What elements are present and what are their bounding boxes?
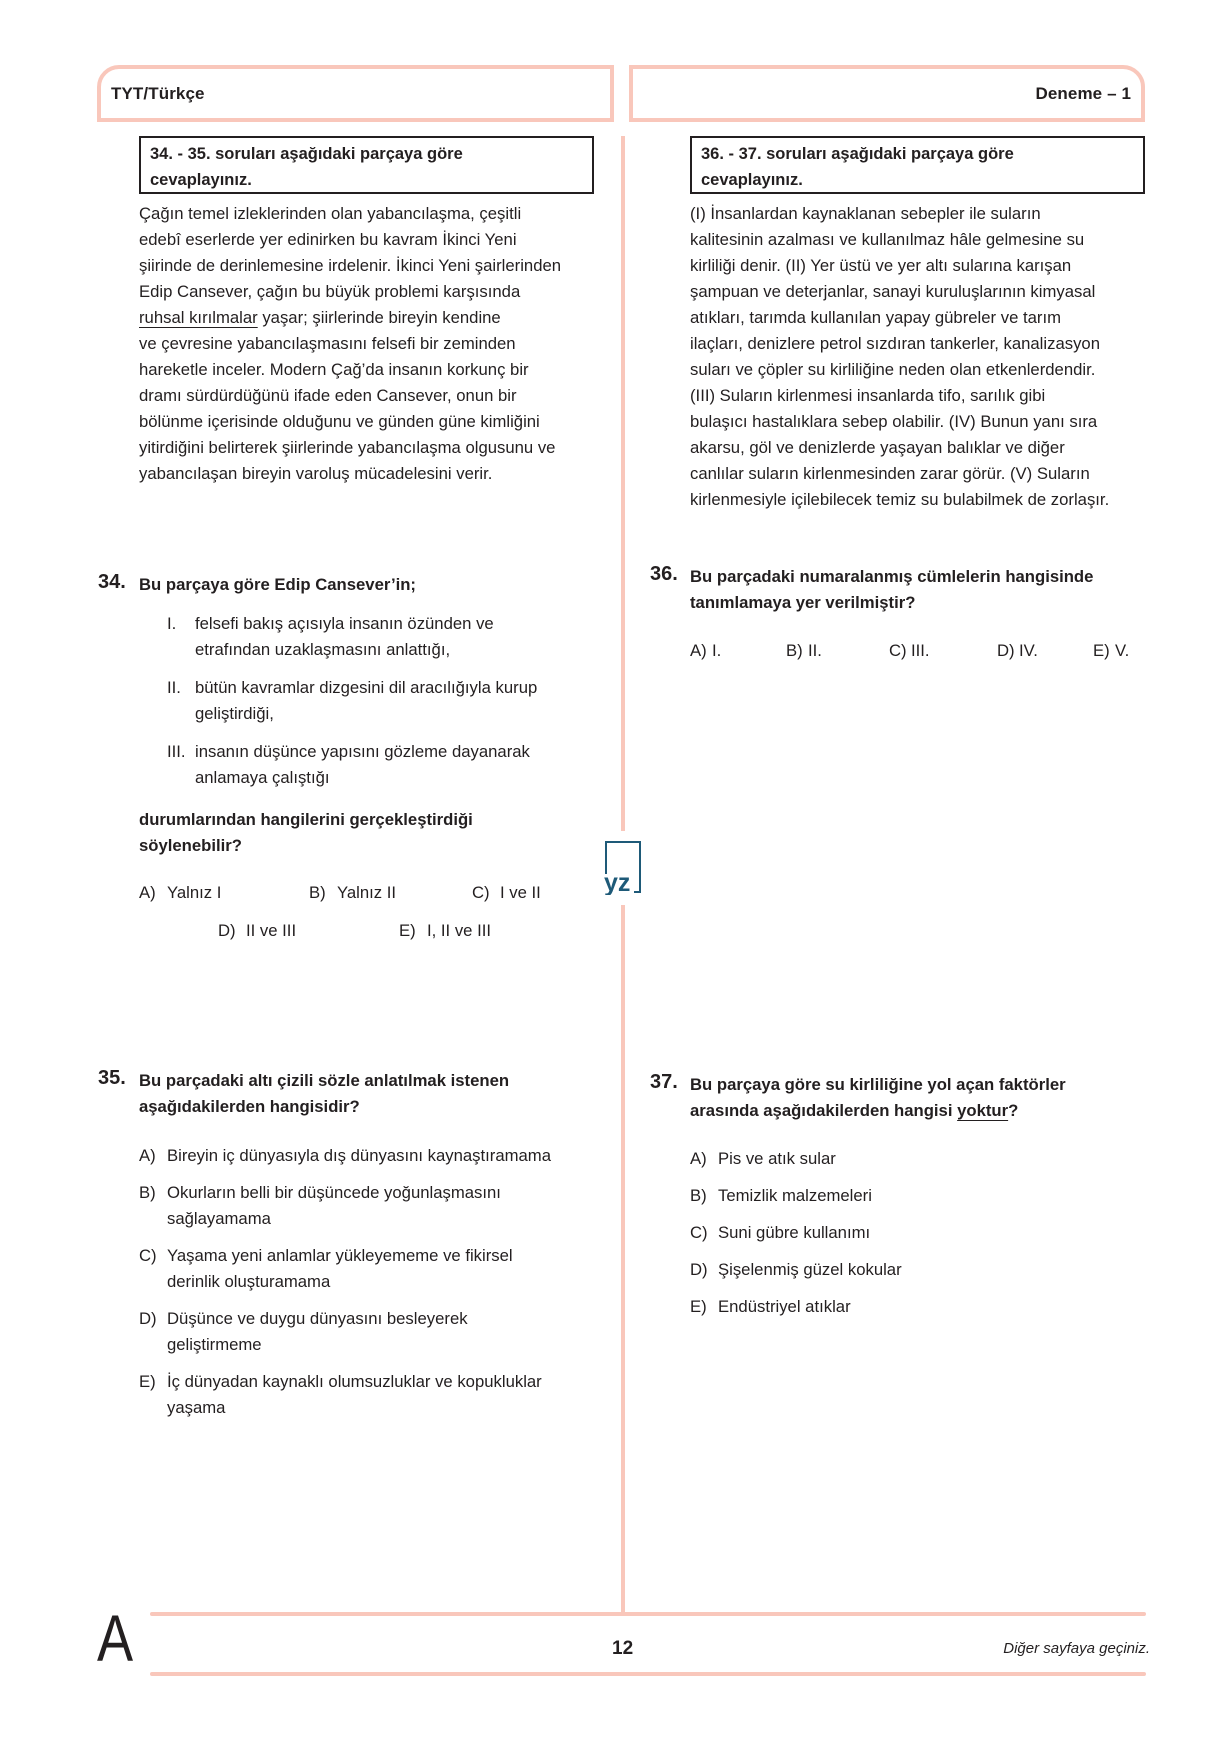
question-stem-line: Bu parçadaki numaralanmış cümlelerin hangisinde [690,567,1094,586]
question-stem-line: durumlarından hangilerini gerçekleştirdiği [139,810,473,829]
option-text: Yalnız II [337,883,397,902]
option-text: Temizlik malzemeleri [718,1186,872,1205]
passage-line: suları ve çöpler su kirliliğine neden olan etkenlerdendir. [690,360,1096,379]
passage-line: hareketle inceler. Modern Çağ’da insanın korkunç bir [139,360,529,379]
page-number: 12 [612,1638,634,1659]
option-line: İç dünyadan kaynaklı olumsuzluklar ve kopukluklar [167,1372,542,1391]
instruction-line: cevaplayınız. [150,171,252,189]
option-line: Okurların belli bir düşüncede yoğunlaşmasını [167,1183,501,1202]
option-letter: A) [690,1149,707,1168]
option-letter: A) [139,883,156,902]
question-number: 34. [98,571,126,593]
question-stem-line: aşağıdakilerden hangisidir? [139,1097,360,1116]
statement-text [195,611,494,663]
passage-line: atıkları, tarımda kullanılan yapay gübreler ve tarım [690,308,1062,327]
passage-line: akarsu, göl ve denizlerde yaşayan balıklar ve diğer [690,438,1065,457]
option-text: Endüstriyel atıklar [718,1297,851,1316]
header-exam-box [629,65,1145,122]
passage-line: dramı sürdürdüğünü ifade eden Cansever, onun bir [139,386,517,405]
instruction-line: 36. - 37. soruları aşağıdaki parçaya göre [701,145,1014,163]
statement-roman: III. [167,742,186,761]
passage-line: bulaşıcı hastalıklara sebep olabilir. (IV) Bunun yanı sıra [690,412,1098,431]
question-stem-line: tanımlamaya yer verilmiştir? [690,593,916,612]
option-line: Yaşama yeni anlamlar yükleyememe ve fikirsel [167,1246,513,1265]
option-letter: E) [1093,641,1110,660]
header-exam: Deneme – 1 [1035,84,1131,103]
column-divider-bottom [621,905,625,1614]
option-line: derinlik oluşturamama [167,1272,331,1291]
question-stem-line [690,1098,1066,1124]
question-number: 36. [650,563,678,585]
stem-text: ? [1008,1101,1019,1120]
option-letter: A) [139,1146,156,1165]
passage-line: şampuan ve deterjanlar, sanayi kuruluşlarının kimyasal [690,282,1096,301]
publisher-logo-icon [604,840,642,895]
option-letter: B) [786,641,803,660]
next-page-note: Diğer sayfaya geçiniz. [1003,1640,1150,1657]
passage-line: ve çevresine yabancılaşmasını felsefi bir zeminden [139,334,516,353]
passage-line: kirlenmesiyle içilebilecek temiz su bulabilmek de zorlaşır. [690,490,1110,509]
option-letter: D) [690,1260,708,1279]
underlined-phrase: ruhsal kırılmalar [139,308,258,327]
option-letter: B) [309,883,326,902]
statement-line: geliştirdiği, [195,704,274,723]
question-stem-line: söylenebilir? [139,836,242,855]
question-stem [690,1072,1066,1124]
option-letter: C) [139,1246,157,1265]
instruction-line: cevaplayınız. [701,171,803,189]
question-number: 35. [98,1067,126,1089]
option-text: Suni gübre kullanımı [718,1223,871,1242]
booklet-letter: A [97,1601,134,1675]
option-text: I, II ve III [427,921,491,940]
question-stem-end [139,807,473,859]
option-text [167,1180,501,1232]
passage-line: kirliliği denir. (II) Yer üstü ve yer altı sularına karışan [690,256,1072,275]
question-stem [139,572,416,598]
instruction-box-left [139,136,594,194]
option-text: Pis ve atık sular [718,1149,836,1168]
passage-line: bölünme içerisinde olduğunu ve günden güne kimliğini [139,412,540,431]
passage-line: yabancılaşan bireyin varoluş mücadelesini verir. [139,464,493,483]
passage-line: (I) İnsanlardan kaynaklanan sebepler ile suların [690,204,1041,223]
option-line: geliştirmeme [167,1335,262,1354]
passage-line: (III) Suların kirlenmesi insanlarda tifo, sarılık gibi [690,386,1046,405]
option-text [167,1243,513,1295]
logo-text: yz [604,869,631,895]
option-text: I ve II [500,883,541,902]
statement-roman: II. [167,678,181,697]
column-divider-top [621,136,625,831]
passage-line: şiirinde de derinlemesine irdelenir. İkinci Yeni şairlerinden [139,256,562,275]
question-stem-line: Bu parçadaki altı çizili sözle anlatılmak istenen [139,1071,510,1090]
option-letter: D) [997,641,1015,660]
passage-right [690,201,1155,513]
passage-line: Edip Cansever, çağın bu büyük problemi karşısında [139,282,521,301]
option-letter: E) [399,921,416,940]
option-text [167,1369,542,1421]
option-text [167,1306,468,1358]
option-line: Düşünce ve duygu dünyasını besleyerek [167,1309,468,1328]
statement-line: felsefi bakış açısıyla insanın özünden ve [195,614,494,633]
option-letter: B) [690,1186,707,1205]
underlined-keyword: yoktur [957,1101,1009,1120]
instruction-box-right [690,136,1145,194]
option-letter: C) [690,1223,708,1242]
option-letter: D) [218,921,236,940]
option-text [167,1143,551,1169]
statement-line: insanın düşünce yapısını gözleme dayanarak [195,742,530,761]
option-line: Bireyin iç dünyasıyla dış dünyasını kaynaştıramama [167,1146,551,1165]
option-text: Yalnız I [167,883,222,902]
option-letter: C) [889,641,907,660]
option-text: I. [712,641,722,660]
option-text: IV. [1019,641,1038,660]
question-stem-line: Bu parçaya göre Edip Cansever’in; [139,575,416,594]
option-letter: C) [472,883,490,902]
option-letter: D) [139,1309,157,1328]
question-stem-line: Bu parçaya göre su kirliliğine yol açan faktörler [690,1075,1066,1094]
option-text: Şişelenmiş güzel kokular [718,1260,902,1279]
option-text: II ve III [246,921,297,940]
option-letter: E) [139,1372,156,1391]
statement-line: anlamaya çalıştığı [195,768,330,787]
instruction-line: 34. - 35. soruları aşağıdaki parçaya göre [150,145,463,163]
question-number: 37. [650,1071,678,1093]
statement-line: bütün kavramlar dizgesini dil aracılığıyla kurup [195,678,538,697]
statement-text [195,739,530,791]
option-letter: E) [690,1297,707,1316]
statement-roman: I. [167,614,177,633]
question-stem [690,564,1093,616]
option-letter: B) [139,1183,156,1202]
passage-line: ilaçları, denizlere petrol sızdıran tankerler, kanalizasyon [690,334,1100,353]
passage-line: Çağın temel izleklerinden olan yabancılaşma, çeşitli [139,204,522,223]
footer-rule-bottom [150,1672,1146,1676]
option-letter: A) [690,641,707,660]
passage-line: kalitesinin azalması ve kullanılmaz hâle gelmesine su [690,230,1085,249]
passage-line: edebî eserlerde yer edinirken bu kavram İkinci Yeni [139,230,517,249]
header-subject: TYT/Türkçe [111,84,205,103]
statement-text [195,675,537,727]
passage-line [139,305,609,331]
question-stem [139,1068,509,1120]
option-text: III. [911,641,930,660]
statement-line: etrafından uzaklaşmasını anlattığı, [195,640,451,659]
option-text: V. [1115,641,1130,660]
stem-text: arasında aşağıdakilerden hangisi [690,1101,958,1120]
option-line: sağlayamama [167,1209,271,1228]
passage-line: canlılar suların kirlenmesinden zarar görür. (V) Suların [690,464,1090,483]
passage-text: yaşar; şiirlerinde bireyin kendine [257,308,501,327]
option-line: yaşama [167,1398,226,1417]
passage-left [139,201,609,487]
header-subject-box [97,65,614,122]
passage-line: yitirdiğini belirterek şiirlerinde yabancılaşma olgusunu ve [139,438,556,457]
option-text: II. [808,641,822,660]
footer-rule-top [150,1612,1146,1616]
